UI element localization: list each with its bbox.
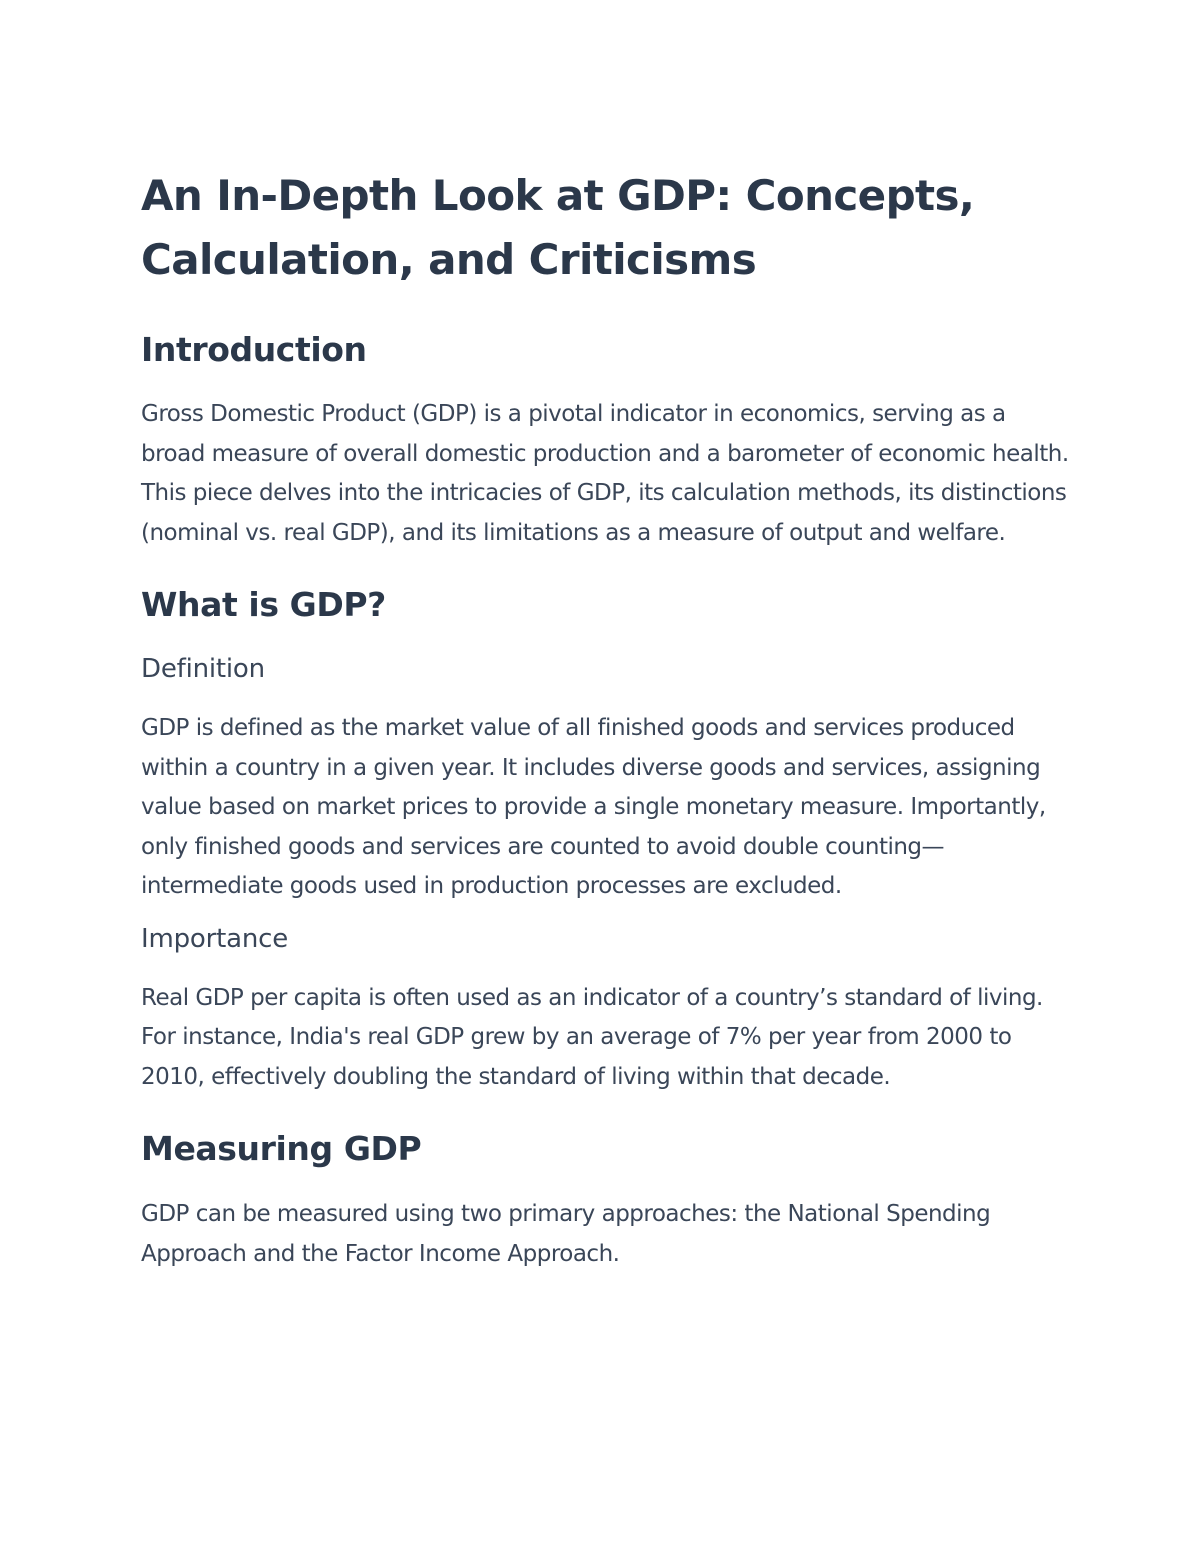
document-page (141, 164, 1071, 1274)
measuring-gdp-paragraph: GDP can be measured using two primary approaches: the National Spending Approach and the Factor Income Approach. (141, 1201, 991, 1267)
section-heading-introduction: Introduction (141, 330, 367, 369)
definition-paragraph: GDP is defined as the market value of all finished goods and services produced within a country in a given year. It includes diverse goods and services, assigning value based on market prices to provide a single monetary measure. Importantly, only finished goods and services are counted to avoid double counting—intermediate goods used in production processes are excluded. (141, 715, 1046, 899)
importance-paragraph: Real GDP per capita is often used as an indicator of a country’s standard of living. For instance, India's real GDP grew by an average of 7% per year from 2000 to 2010, effectively doubling the standard of living within that decade. (141, 984, 1043, 1090)
subheading-definition: Definition (141, 654, 265, 684)
section-heading-what-is-gdp: What is GDP? (141, 585, 386, 624)
introduction-paragraph: Gross Domestic Product (GDP) is a pivotal indicator in economics, serving as a broad measure of overall domestic production and a barometer of economic health. This piece delves into the intricacies of GDP, its calculation methods, its distinctions (nominal vs. real GDP), and its limitations as a measure of output and welfare. (141, 401, 1069, 546)
subheading-importance: Importance (141, 923, 288, 954)
document-title: An In-Depth Look at GDP: Concepts, Calculation, and Criticisms (141, 171, 975, 284)
section-heading-measuring-gdp: Measuring GDP (141, 1129, 422, 1168)
